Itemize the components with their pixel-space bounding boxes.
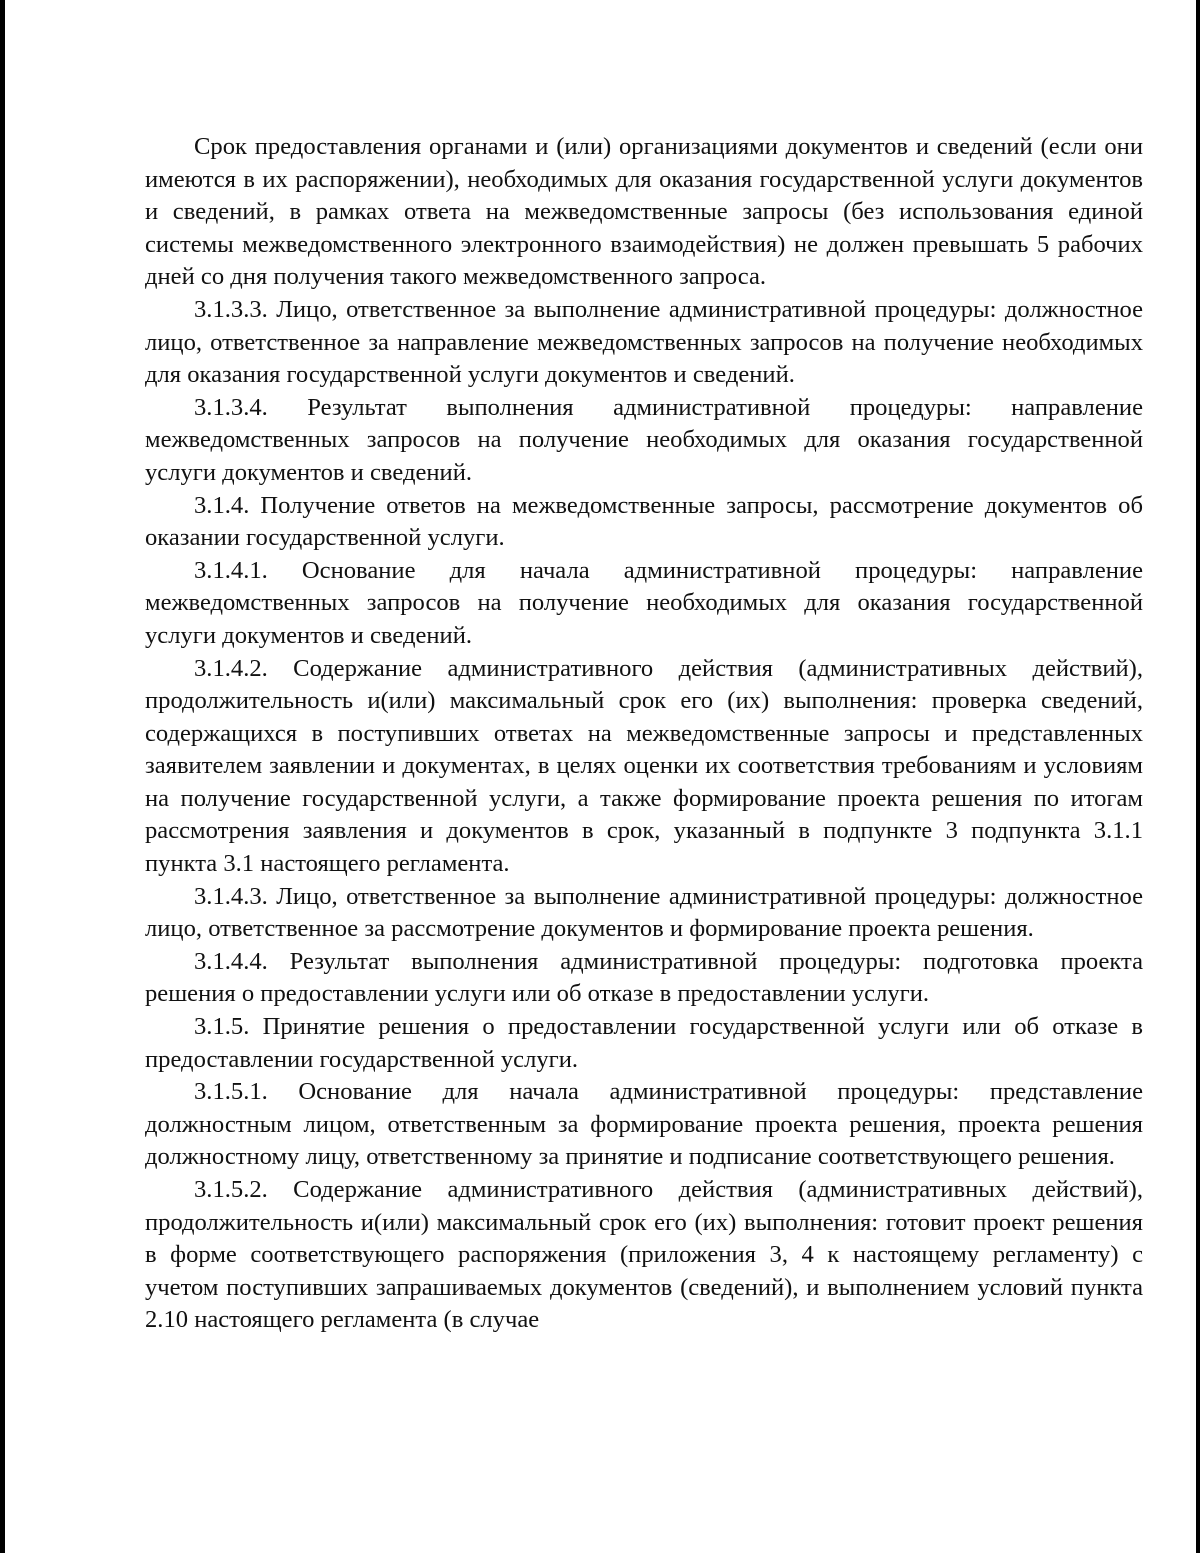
paragraph-3-1-5-1: 3.1.5.1. Основание для начала административной процедуры: представление должностным лицом, ответственным за формирование проекта решения, проекта решения должностному лицу, ответственному за принятие и подписание соответствующего решения. — [145, 1078, 1143, 1171]
paragraph-deadline: Срок предоставления органами и (или) организациями документов и сведений (если они имеются в их распоряжении), необходимых для оказания государственной услуги документов и сведений, в рамках ответа на межведомственные запросы (без использования единой системы межведомственного электронного взаимодействия) не должен превышать 5 рабочих дней со дня получения такого межведомственного запроса. — [145, 133, 1143, 291]
paragraph-3-1-5: 3.1.5. Принятие решения о предоставлении государственной услуги или об отказе в предоставлении государственной услуги. — [145, 1013, 1143, 1073]
paragraph-3-1-4-2: 3.1.4.2. Содержание административного действия (административных действий), продолжительность и(или) максимальный срок его (их) выполнения: проверка сведений, содержащихся в поступивших ответах на межведомственные запросы и представленных заявителем заявлении и документах, в целях оценки их соответствия требованиям и условиям на получение государственной услуги, а также формирование проекта решения по итогам рассмотрения заявления и документов в срок, указанный в подпункте 3 подпункта 3.1.1 пункта 3.1 настоящего регламента. — [145, 654, 1143, 878]
paragraph-3-1-4-1: 3.1.4.1. Основание для начала административной процедуры: направление межведомственных запросов на получение необходимых для оказания государственной услуги документов и сведений. — [145, 556, 1143, 649]
scan-edge-left — [0, 0, 5, 1553]
paragraph-3-1-4: 3.1.4. Получение ответов на межведомственные запросы, рассмотрение документов об оказании государственной услуги. — [145, 491, 1143, 552]
paragraph-3-1-4-3: 3.1.4.3. Лицо, ответственное за выполнение административной процедуры: должностное лицо, ответственное за рассмотрение документов и формирование проекта решения. — [145, 882, 1143, 943]
paragraph-3-1-3-3: 3.1.3.3. Лицо, ответственное за выполнение административной процедуры: должностное лицо, ответственное за направление межведомственных запросов на получение необходимых для оказания государственной услуги документов и сведений. — [145, 295, 1143, 389]
paragraph-3-1-4-4: 3.1.4.4. Результат выполнения административной процедуры: подготовка проекта решения о предоставлении услуги или об отказе в предоставлении услуги. — [145, 947, 1143, 1008]
scan-edge-right — [1196, 0, 1200, 1553]
document-body — [145, 131, 1143, 1337]
paragraph-3-1-3-4: 3.1.3.4. Результат выполнения административной процедуры: направление межведомственных запросов на получение необходимых для оказания государственной услуги документов и сведений. — [145, 393, 1143, 486]
paragraph-3-1-5-2: 3.1.5.2. Содержание административного действия (административных действий), продолжительность и(или) максимальный срок его (их) выполнения: готовит проект решения в форме соответствующего распоряжения (приложения 3, 4 к настоящему регламенту) с учетом поступивших запрашиваемых документов (сведений), и выполнением условий пункта 2.10 настоящего регламента (в случае — [145, 1176, 1143, 1334]
